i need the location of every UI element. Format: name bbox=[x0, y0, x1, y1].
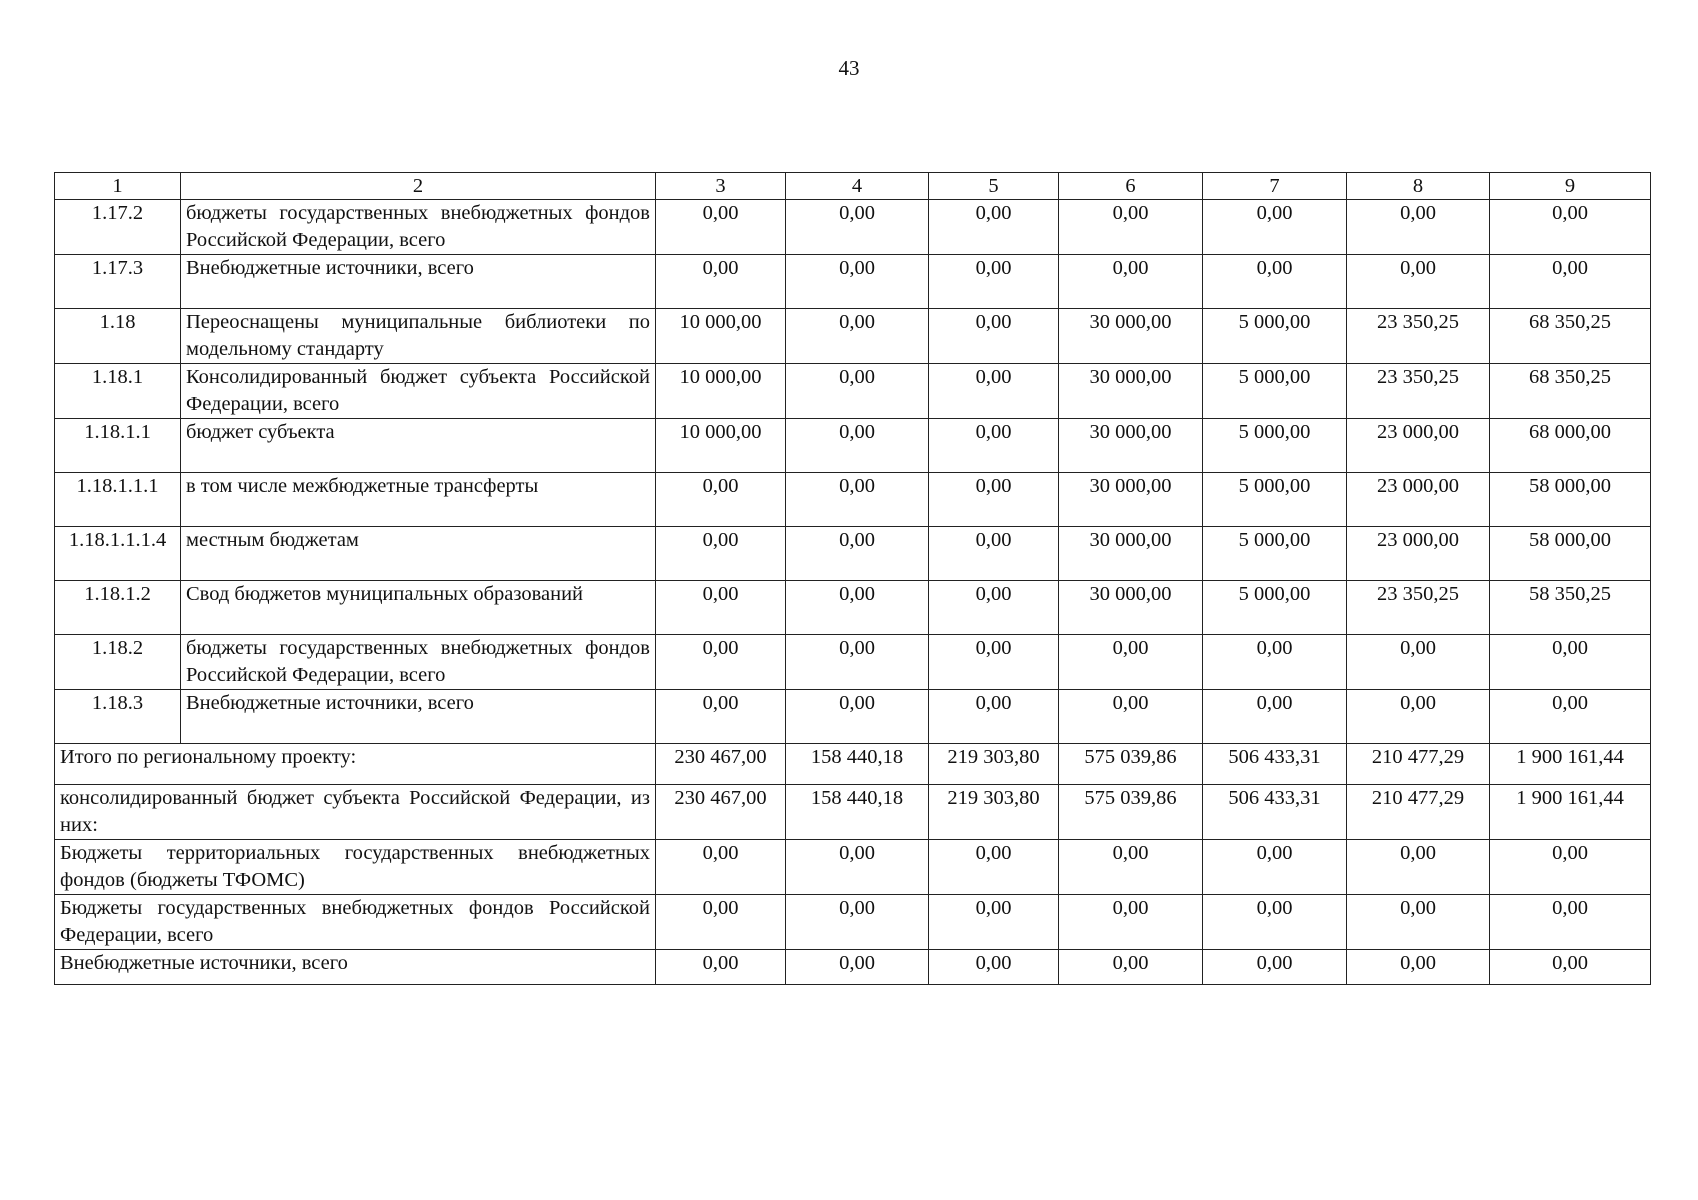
value-cell: 5 000,00 bbox=[1203, 527, 1347, 581]
total-value-cell: 230 467,00 bbox=[656, 785, 786, 840]
value-cell: 0,00 bbox=[929, 255, 1059, 309]
table-row bbox=[55, 364, 1651, 419]
value-cell: 0,00 bbox=[786, 581, 929, 635]
value-cell: 0,00 bbox=[929, 581, 1059, 635]
value-cell: 10 000,00 bbox=[656, 419, 786, 473]
total-row bbox=[55, 744, 1651, 785]
total-value-cell: 219 303,80 bbox=[929, 785, 1059, 840]
value-cell: 0,00 bbox=[656, 635, 786, 690]
total-value-cell: 158 440,18 bbox=[786, 744, 929, 785]
total-value-cell: 0,00 bbox=[1347, 950, 1490, 985]
value-cell: 0,00 bbox=[656, 200, 786, 255]
column-header: 4 bbox=[786, 173, 929, 200]
total-value-cell: 210 477,29 bbox=[1347, 785, 1490, 840]
value-cell: 68 000,00 bbox=[1490, 419, 1651, 473]
value-cell: 0,00 bbox=[786, 255, 929, 309]
value-cell: 10 000,00 bbox=[656, 364, 786, 419]
value-cell: 30 000,00 bbox=[1059, 527, 1203, 581]
total-value-cell: 0,00 bbox=[1059, 840, 1203, 895]
row-name: бюджет субъекта bbox=[181, 419, 656, 473]
total-row bbox=[55, 785, 1651, 840]
value-cell: 0,00 bbox=[1203, 635, 1347, 690]
value-cell: 0,00 bbox=[656, 527, 786, 581]
row-name: бюджеты государственных внебюджетных фондов Российской Федерации, всего bbox=[181, 635, 656, 690]
column-header: 3 bbox=[656, 173, 786, 200]
value-cell: 68 350,25 bbox=[1490, 364, 1651, 419]
value-cell: 0,00 bbox=[1490, 200, 1651, 255]
value-cell: 0,00 bbox=[1059, 690, 1203, 744]
total-value-cell: 0,00 bbox=[1490, 950, 1651, 985]
value-cell: 0,00 bbox=[786, 527, 929, 581]
value-cell: 5 000,00 bbox=[1203, 309, 1347, 364]
table-row bbox=[55, 473, 1651, 527]
value-cell: 0,00 bbox=[929, 200, 1059, 255]
value-cell: 0,00 bbox=[656, 581, 786, 635]
table-row bbox=[55, 527, 1651, 581]
value-cell: 5 000,00 bbox=[1203, 473, 1347, 527]
value-cell: 0,00 bbox=[1490, 255, 1651, 309]
total-value-cell: 0,00 bbox=[1490, 895, 1651, 950]
value-cell: 0,00 bbox=[1059, 255, 1203, 309]
value-cell: 0,00 bbox=[786, 364, 929, 419]
value-cell: 58 350,25 bbox=[1490, 581, 1651, 635]
value-cell: 0,00 bbox=[929, 309, 1059, 364]
total-label: Внебюджетные источники, всего bbox=[55, 950, 656, 985]
row-name: в том числе межбюджетные трансферты bbox=[181, 473, 656, 527]
total-value-cell: 230 467,00 bbox=[656, 744, 786, 785]
total-value-cell: 0,00 bbox=[929, 950, 1059, 985]
total-value-cell: 0,00 bbox=[1203, 895, 1347, 950]
total-label: Бюджеты государственных внебюджетных фондов Российской Федерации, всего bbox=[55, 895, 656, 950]
table-row bbox=[55, 635, 1651, 690]
value-cell: 23 350,25 bbox=[1347, 364, 1490, 419]
value-cell: 0,00 bbox=[1203, 200, 1347, 255]
total-value-cell: 0,00 bbox=[1059, 895, 1203, 950]
value-cell: 23 350,25 bbox=[1347, 581, 1490, 635]
row-name: Свод бюджетов муниципальных образований bbox=[181, 581, 656, 635]
total-row bbox=[55, 840, 1651, 895]
total-row bbox=[55, 950, 1651, 985]
row-code: 1.18.1.2 bbox=[55, 581, 181, 635]
column-header: 1 bbox=[55, 173, 181, 200]
value-cell: 0,00 bbox=[786, 473, 929, 527]
total-value-cell: 0,00 bbox=[1347, 895, 1490, 950]
table-row bbox=[55, 309, 1651, 364]
table-row bbox=[55, 581, 1651, 635]
total-label: консолидированный бюджет субъекта Российской Федерации, из них: bbox=[55, 785, 656, 840]
value-cell: 0,00 bbox=[786, 635, 929, 690]
row-name: бюджеты государственных внебюджетных фондов Российской Федерации, всего bbox=[181, 200, 656, 255]
value-cell: 0,00 bbox=[1347, 690, 1490, 744]
value-cell: 30 000,00 bbox=[1059, 473, 1203, 527]
table-row bbox=[55, 690, 1651, 744]
value-cell: 0,00 bbox=[656, 690, 786, 744]
value-cell: 0,00 bbox=[1059, 200, 1203, 255]
value-cell: 0,00 bbox=[929, 473, 1059, 527]
total-value-cell: 0,00 bbox=[1203, 950, 1347, 985]
row-code: 1.18.3 bbox=[55, 690, 181, 744]
total-value-cell: 0,00 bbox=[786, 950, 929, 985]
total-value-cell: 0,00 bbox=[656, 950, 786, 985]
column-header: 8 bbox=[1347, 173, 1490, 200]
value-cell: 10 000,00 bbox=[656, 309, 786, 364]
total-label: Итого по региональному проекту: bbox=[55, 744, 656, 785]
total-value-cell: 0,00 bbox=[786, 840, 929, 895]
value-cell: 0,00 bbox=[1347, 255, 1490, 309]
value-cell: 0,00 bbox=[929, 419, 1059, 473]
total-value-cell: 1 900 161,44 bbox=[1490, 744, 1651, 785]
value-cell: 0,00 bbox=[656, 473, 786, 527]
row-name: Внебюджетные источники, всего bbox=[181, 690, 656, 744]
column-number-row bbox=[55, 173, 1651, 200]
total-value-cell: 0,00 bbox=[1347, 840, 1490, 895]
row-name: Переоснащены муниципальные библиотеки по модельному стандарту bbox=[181, 309, 656, 364]
total-value-cell: 1 900 161,44 bbox=[1490, 785, 1651, 840]
total-value-cell: 575 039,86 bbox=[1059, 785, 1203, 840]
value-cell: 5 000,00 bbox=[1203, 581, 1347, 635]
value-cell: 58 000,00 bbox=[1490, 527, 1651, 581]
table-row bbox=[55, 419, 1651, 473]
value-cell: 58 000,00 bbox=[1490, 473, 1651, 527]
row-code: 1.18.1.1.1 bbox=[55, 473, 181, 527]
value-cell: 0,00 bbox=[786, 690, 929, 744]
value-cell: 23 000,00 bbox=[1347, 473, 1490, 527]
row-name: Внебюджетные источники, всего bbox=[181, 255, 656, 309]
value-cell: 0,00 bbox=[1347, 635, 1490, 690]
value-cell: 5 000,00 bbox=[1203, 364, 1347, 419]
budget-table bbox=[54, 172, 1651, 985]
row-code: 1.18.1.1 bbox=[55, 419, 181, 473]
value-cell: 23 000,00 bbox=[1347, 419, 1490, 473]
total-value-cell: 506 433,31 bbox=[1203, 744, 1347, 785]
value-cell: 30 000,00 bbox=[1059, 419, 1203, 473]
value-cell: 0,00 bbox=[656, 255, 786, 309]
total-label: Бюджеты территориальных государственных внебюджетных фондов (бюджеты ТФОМС) bbox=[55, 840, 656, 895]
column-header: 5 bbox=[929, 173, 1059, 200]
value-cell: 0,00 bbox=[929, 527, 1059, 581]
value-cell: 5 000,00 bbox=[1203, 419, 1347, 473]
column-header: 2 bbox=[181, 173, 656, 200]
value-cell: 0,00 bbox=[786, 309, 929, 364]
value-cell: 0,00 bbox=[1490, 635, 1651, 690]
total-value-cell: 506 433,31 bbox=[1203, 785, 1347, 840]
value-cell: 0,00 bbox=[929, 364, 1059, 419]
total-row bbox=[55, 895, 1651, 950]
total-value-cell: 158 440,18 bbox=[786, 785, 929, 840]
row-code: 1.18.1.1.1.4 bbox=[55, 527, 181, 581]
value-cell: 30 000,00 bbox=[1059, 364, 1203, 419]
table-row bbox=[55, 255, 1651, 309]
total-value-cell: 575 039,86 bbox=[1059, 744, 1203, 785]
value-cell: 23 350,25 bbox=[1347, 309, 1490, 364]
value-cell: 0,00 bbox=[786, 419, 929, 473]
row-code: 1.18 bbox=[55, 309, 181, 364]
row-name: местным бюджетам bbox=[181, 527, 656, 581]
page-number: 43 bbox=[838, 56, 860, 80]
value-cell: 0,00 bbox=[1490, 690, 1651, 744]
value-cell: 0,00 bbox=[1347, 200, 1490, 255]
column-header: 7 bbox=[1203, 173, 1347, 200]
total-value-cell: 0,00 bbox=[1490, 840, 1651, 895]
total-value-cell: 0,00 bbox=[656, 840, 786, 895]
total-value-cell: 0,00 bbox=[929, 840, 1059, 895]
total-value-cell: 0,00 bbox=[1203, 840, 1347, 895]
value-cell: 0,00 bbox=[786, 200, 929, 255]
total-value-cell: 219 303,80 bbox=[929, 744, 1059, 785]
column-header: 9 bbox=[1490, 173, 1651, 200]
row-code: 1.17.3 bbox=[55, 255, 181, 309]
value-cell: 23 000,00 bbox=[1347, 527, 1490, 581]
value-cell: 68 350,25 bbox=[1490, 309, 1651, 364]
value-cell: 0,00 bbox=[1203, 690, 1347, 744]
value-cell: 0,00 bbox=[1203, 255, 1347, 309]
row-code: 1.17.2 bbox=[55, 200, 181, 255]
value-cell: 0,00 bbox=[929, 635, 1059, 690]
total-value-cell: 210 477,29 bbox=[1347, 744, 1490, 785]
column-header: 6 bbox=[1059, 173, 1203, 200]
row-code: 1.18.1 bbox=[55, 364, 181, 419]
total-value-cell: 0,00 bbox=[929, 895, 1059, 950]
total-value-cell: 0,00 bbox=[656, 895, 786, 950]
row-code: 1.18.2 bbox=[55, 635, 181, 690]
total-value-cell: 0,00 bbox=[786, 895, 929, 950]
table-row bbox=[55, 200, 1651, 255]
value-cell: 30 000,00 bbox=[1059, 581, 1203, 635]
value-cell: 0,00 bbox=[929, 690, 1059, 744]
value-cell: 0,00 bbox=[1059, 635, 1203, 690]
total-value-cell: 0,00 bbox=[1059, 950, 1203, 985]
row-name: Консолидированный бюджет субъекта Российской Федерации, всего bbox=[181, 364, 656, 419]
value-cell: 30 000,00 bbox=[1059, 309, 1203, 364]
